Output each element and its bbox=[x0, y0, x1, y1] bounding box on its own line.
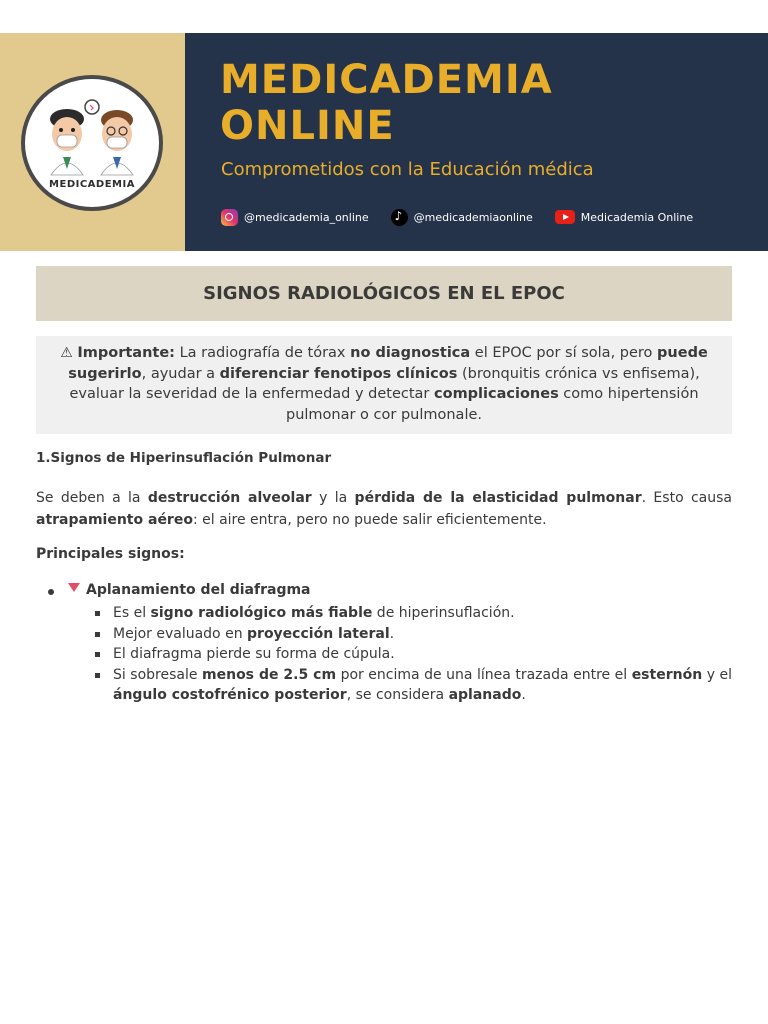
sub-list-item bbox=[113, 603, 732, 624]
square-bullet bbox=[95, 673, 100, 678]
social-youtube[interactable] bbox=[555, 210, 693, 224]
sub-text: Es el bbox=[113, 605, 151, 621]
signs-list bbox=[36, 582, 732, 706]
para-text: : el aire entra, pero no puede salir eficientemente. bbox=[192, 512, 547, 528]
sub-text: , se considera bbox=[346, 687, 449, 703]
list-item bbox=[36, 582, 732, 603]
header-banner bbox=[0, 33, 768, 251]
note-bold: diferenciar fenotipos clínicos bbox=[219, 365, 458, 382]
para-bold: atrapamiento aéreo bbox=[36, 512, 193, 528]
sub-list-item bbox=[113, 644, 732, 665]
sub-text: por encima de una línea trazada entre el bbox=[336, 666, 632, 683]
sub-text: de hiperinsuflación. bbox=[372, 605, 515, 621]
signs-heading: Principales signos: bbox=[36, 546, 185, 562]
social-instagram[interactable] bbox=[221, 209, 369, 226]
brand-title-line1: MEDICADEMIA bbox=[220, 57, 553, 103]
document-title: SIGNOS RADIOLÓGICOS EN EL EPOC bbox=[203, 283, 565, 304]
sub-text: El diafragma pierde su forma de cúpula. bbox=[113, 646, 395, 662]
sub-bold: proyección lateral bbox=[247, 625, 390, 642]
para-text: . Esto causa bbox=[641, 490, 733, 506]
main-content bbox=[36, 450, 732, 706]
youtube-icon bbox=[555, 210, 575, 224]
square-bullet bbox=[95, 652, 100, 657]
important-note bbox=[36, 336, 732, 434]
sub-text: y el bbox=[702, 666, 733, 683]
note-text: el EPOC por sí sola, pero bbox=[470, 345, 658, 361]
social-tiktok[interactable] bbox=[391, 209, 533, 226]
section-paragraph bbox=[36, 487, 732, 531]
square-bullet bbox=[95, 632, 100, 637]
bullet-dot bbox=[48, 589, 54, 595]
medicademia-logo bbox=[21, 75, 163, 211]
triangle-down-icon bbox=[68, 583, 80, 592]
tiktok-icon bbox=[391, 209, 408, 226]
brand-subtitle: Comprometidos con la Educación médica bbox=[221, 159, 594, 180]
list-item-title: Aplanamiento del diafragma bbox=[86, 582, 311, 598]
sub-bold: signo radiológico más fiable bbox=[150, 605, 373, 621]
note-bold: puede sugerirlo bbox=[68, 345, 708, 382]
square-bullet bbox=[95, 611, 100, 616]
sub-bold: esternón bbox=[631, 666, 703, 683]
sub-text: . bbox=[389, 625, 395, 642]
para-bold: destrucción alveolar bbox=[147, 490, 312, 506]
sub-text: . bbox=[521, 687, 526, 703]
note-text: La radiografía de tórax bbox=[174, 345, 351, 361]
section-heading: 1.Signos de Hiperinsuflación Pulmonar bbox=[36, 450, 332, 466]
note-text: como hipertensión pulmonar o cor pulmonale. bbox=[285, 386, 699, 423]
social-youtube-label: Medicademia Online bbox=[580, 210, 694, 224]
note-label: Importante: bbox=[77, 345, 175, 361]
social-tiktok-label: @medicademiaonline bbox=[413, 210, 533, 224]
social-links bbox=[221, 207, 715, 227]
sub-bold: aplanado bbox=[448, 687, 522, 703]
warning-icon: ⚠ bbox=[60, 345, 73, 361]
sub-list bbox=[113, 603, 732, 706]
brand-title bbox=[220, 57, 553, 149]
para-text: y la bbox=[311, 490, 355, 506]
document-title-box bbox=[36, 266, 732, 321]
sub-text: Mejor evaluado en bbox=[113, 625, 248, 642]
note-bold: no diagnostica bbox=[350, 345, 471, 361]
para-bold: pérdida de la elasticidad pulmonar bbox=[354, 490, 642, 506]
sub-text: Si sobresale bbox=[113, 666, 203, 683]
sub-bold: ángulo costofrénico posterior bbox=[113, 687, 347, 703]
social-instagram-label: @medicademia_online bbox=[244, 210, 369, 224]
para-text: Se deben a la bbox=[36, 490, 148, 506]
sub-list-item bbox=[113, 624, 732, 645]
brand-title-line2: ONLINE bbox=[220, 103, 395, 149]
instagram-icon bbox=[221, 209, 238, 226]
note-bold: complicaciones bbox=[434, 386, 559, 402]
logo-text: MEDICADEMIA bbox=[49, 179, 135, 190]
banner-left-panel bbox=[0, 33, 185, 251]
sub-bold: menos de 2.5 cm bbox=[202, 666, 337, 683]
note-text: , ayudar a bbox=[141, 365, 220, 382]
sub-list-item bbox=[113, 665, 732, 706]
note-text: (bronquitis crónica vs enfisema), evaluar la severidad de la enfermedad y detectar bbox=[69, 365, 700, 402]
